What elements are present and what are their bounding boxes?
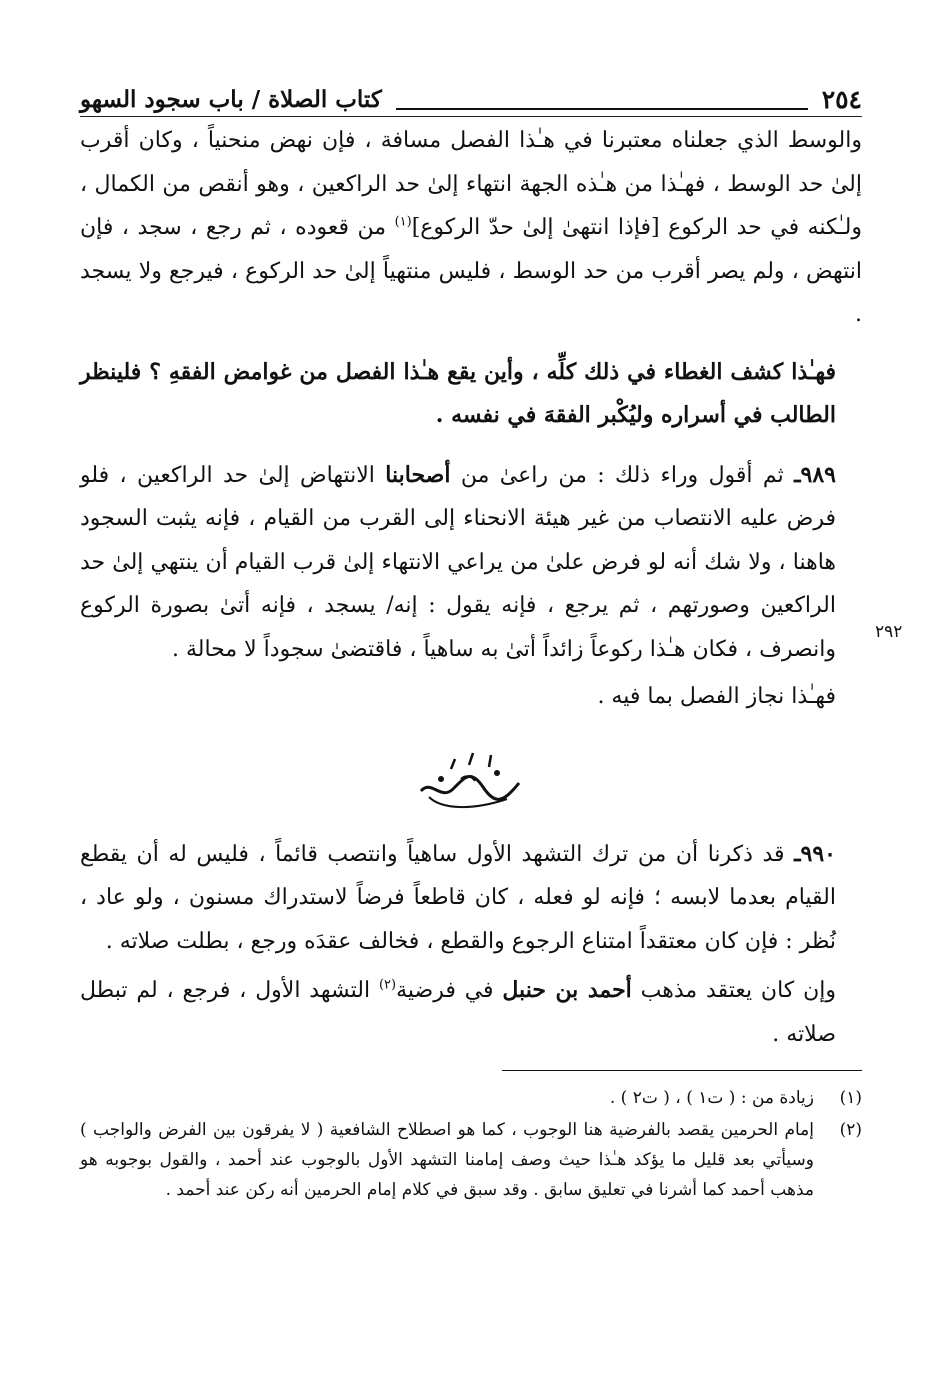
paragraph-991-text-b: في فرضية	[396, 978, 503, 1003]
paragraph-989-bold: أصحابنا	[385, 461, 451, 488]
fasl-calligraphy-icon	[411, 739, 531, 819]
running-title: كتاب الصلاة / باب سجود السهو	[80, 86, 382, 113]
footnote-ref-1: (١)	[394, 214, 412, 230]
section-ornament	[80, 739, 862, 831]
footnote-2-text: إمام الحرمين يقصد بالفرضية هنا الوجوب ، كما هو اصطلاح الشافعية ( لا يفرقون بين الفرض والواجب ) وسيأتي بعد قليل ما يؤكد هـٰذا حيث وصف إمامنا التشهد الأول بالوجوب عند أحمد ، والقول بوجوبه هو مذهب أحمد كما أشرنا في تعليق سابق . وقد سبق في كلام إمام الحرمين أنه ركن عند أحمد .	[80, 1120, 814, 1200]
paragraph-2: فهـٰذا كشف الغطاء في ذلك كلِّه ، وأين يقع هـٰذا الفصل من غوامض الفقهِ ؟ فلينظر الطالب في أسراره وليُكْبر الفقهَ في نفسه .	[80, 358, 837, 428]
paragraph-1-tail: من قعوده ، ثم رجع ، سجد ، فإن انتهض ، ولم يصر أقرب من حد الوسط ، فليس منتهياً إلىٰ حد الركوع ، فيرجع ولا يسجد .	[80, 215, 862, 327]
footnote-1	[80, 1083, 862, 1113]
footnote-1-text: زيادة من : ( ت١ ) ، ( ت٢ ) .	[609, 1088, 814, 1108]
issue-number-990: ٩٩٠ـ	[794, 840, 836, 867]
paragraph-991-text-c: التشهد الأول ، فرجع ، لم تبطل صلاته .	[80, 978, 836, 1047]
issue-number-989: ٩٨٩ـ	[794, 461, 836, 488]
book-page	[80, 78, 862, 1378]
footnotes	[80, 1083, 862, 1205]
paragraph-989-text-b: الانتهاض إلىٰ حد الراكعين ، فلو فرض عليه الانتصاب من غير هيئة الانحناء إلى القرب من القيام ، فإنه يثبت السجود هاهنا ، ولا شك أنه لو فرض علىٰ من يراعي الانتهاء إلىٰ قرب القيام أن ينتهي إلىٰ حد الراكعين وصورتهم ، ثم يرجع ، فإنه يقول : إنه/ يسجد ، فإنه أتىٰ بصورة الركوع وانصرف ، فكان هـٰذا ركوعاً زائداً أتىٰ به ساهياً ، فاقتضىٰ سجوداً لا محالة .	[80, 462, 836, 662]
paragraph-991	[80, 969, 862, 1056]
paragraph-989	[80, 454, 862, 672]
footnote-rule	[502, 1070, 862, 1071]
header-rule	[396, 108, 808, 110]
page-header	[80, 78, 862, 117]
paragraph-991-text-a: وإن كان يعتقد مذهب	[631, 978, 837, 1003]
paragraph-1	[80, 119, 862, 337]
paragraph-1-text: والوسط الذي جعلناه معتبرنا في هـٰذا الفصل مسافة ، فإن نهض منحنياً ، وكان أقرب إلىٰ حد الوسط ، فهـٰذا من هـٰذه الجهة انتهاء إلىٰ حد الراكعين ، وهو أنقص من الكمال ، ولـٰكنه في حد الركوع [فإذا انتهىٰ إلىٰ حدّ الركوع]	[80, 128, 862, 240]
body-text	[80, 119, 862, 1056]
footnote-2	[80, 1115, 862, 1205]
paragraph-990	[80, 833, 862, 964]
paragraph-990-text: قد ذكرنا أن من ترك التشهد الأول ساهياً وانتصب قائماً ، فليس له أن يقطع القيام بعدما لابسه ؛ فإنه لو فعله ، كان قاطعاً فرضاً لاستدراك مسنون ، ولو عاد ، نُظر : فإن كان معتقداً امتناع الرجوع والقطع ، فخالف عقدَه ورجع ، بطلت صلاته .	[80, 841, 836, 954]
footnote-1-number: (١)	[839, 1088, 862, 1108]
margin-folio-number: ٢٩٢	[875, 622, 903, 642]
footnote-2-number: (٢)	[839, 1120, 862, 1140]
paragraph-989-text-a: ثم أقول وراء ذلك : من راعىٰ من	[450, 462, 795, 488]
paragraph-991-bold: أحمد بن حنبل	[502, 977, 632, 1003]
page-number: ٢٥٤	[821, 85, 862, 114]
paragraph-conclusion: فهـٰذا نجاز الفصل بما فيه .	[597, 684, 836, 709]
footnote-ref-2: (٢)	[378, 977, 397, 993]
